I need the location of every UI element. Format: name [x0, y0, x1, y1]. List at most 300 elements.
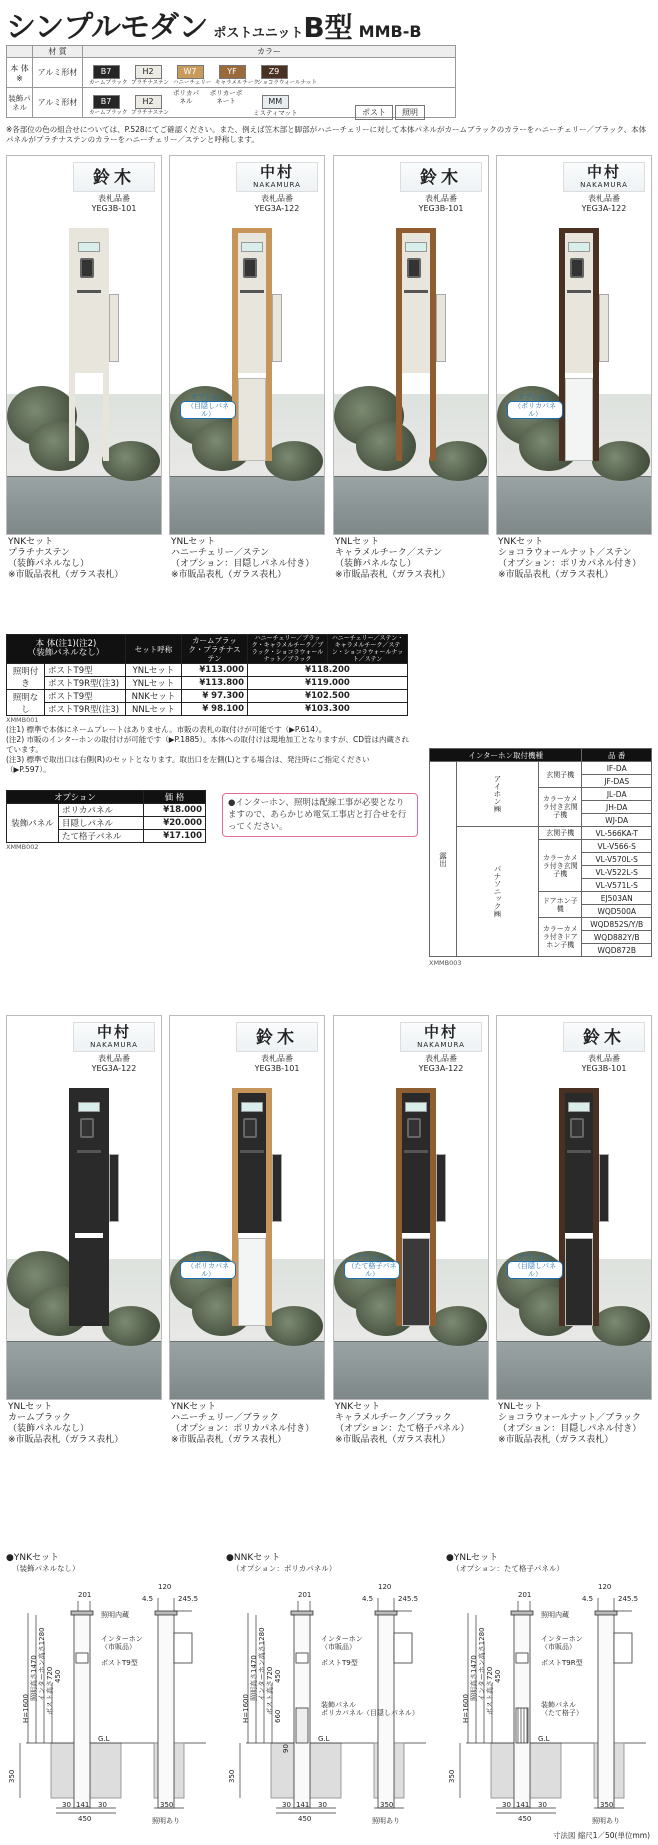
product-caption: [171, 1402, 333, 1446]
product-card: [333, 1015, 489, 1400]
intercom-maker: [457, 762, 539, 827]
product-card: [6, 155, 162, 535]
product-caption: [8, 537, 170, 581]
nameplate-code-value: YEG3B-101: [91, 204, 137, 213]
price-set: YNLセット: [126, 677, 182, 690]
price-group: 照明なし: [7, 690, 45, 716]
dim-h1280: インターホン高さ1280: [258, 1627, 266, 1701]
swatch-panel-h2: [131, 89, 169, 117]
nameplate-code-value: YEG3B-101: [418, 204, 464, 213]
swatch-name: プラチナステン: [131, 109, 169, 116]
panel-label: 装飾パネル: [541, 1701, 576, 1709]
mailbox-side: [272, 294, 282, 362]
dim-b141: 141: [516, 1801, 530, 1809]
intercom-category: カラーカメラ付き玄関子機: [539, 788, 582, 827]
caption-line: （オプション：ポリカパネル付き）: [498, 559, 642, 569]
product-card: [496, 155, 652, 535]
intercom-label: インターホン: [541, 1635, 583, 1643]
body-label: 本 体: [10, 63, 29, 73]
dim-201: 201: [518, 1591, 532, 1599]
price-ref: XMMB001: [6, 716, 39, 724]
post-unit: [396, 1088, 436, 1326]
dim-2455: 245.5: [398, 1595, 419, 1603]
nameplate-name: 鈴木: [256, 1028, 298, 1048]
caption-line: ショコラウォールナット／ステン: [498, 548, 632, 558]
post-nameplate: [405, 1102, 427, 1112]
dim-h1600: H=1600: [462, 1694, 470, 1723]
nameplate-code-value: YEG3A-122: [91, 1064, 137, 1073]
caption-line: （オプション：目隠しパネル付き）: [171, 559, 315, 569]
post-nameplate: [78, 242, 100, 252]
price-p2: ¥102.500: [248, 690, 408, 703]
intercom-mount: 露出: [430, 762, 457, 957]
caption-line: YNLセット: [498, 1402, 543, 1412]
panel-label: 装飾パネル: [321, 1701, 356, 1709]
lower-panel: [402, 378, 430, 461]
post-unit: [232, 228, 272, 461]
price-item: ポストT9型: [45, 690, 126, 703]
mail-slot: [77, 290, 101, 293]
dim-h1600: H=1600: [242, 1694, 250, 1723]
intercom-category: 玄関子機: [539, 762, 582, 788]
stone-wall: [7, 1341, 161, 1399]
post-nameplate: [241, 242, 263, 252]
caption-line: ※市販品表札（ガラス表札）: [171, 1435, 287, 1445]
product-card: [6, 1015, 162, 1400]
price-item: ポストT9R型(注3): [45, 677, 126, 690]
option-name: （目隠しパネル）: [180, 401, 236, 419]
poly-label: ポリカパネル: [173, 88, 199, 105]
panel-sub-label: （たて格子）: [541, 1709, 583, 1717]
caption-line: （オプション：たて格子パネル）: [335, 1424, 470, 1434]
dim-b141: 141: [296, 1801, 310, 1809]
shrub: [102, 441, 160, 481]
post-nameplate: [405, 242, 427, 252]
caption-line: ※市販品表札（ガラス表札）: [8, 1435, 124, 1445]
caption-line: YNLセット: [8, 1402, 53, 1412]
intercom-row: [430, 827, 652, 840]
swatch-name: ショコラウォールナット: [257, 79, 317, 86]
mail-slot: [404, 290, 428, 293]
dim-h660: 660: [274, 1709, 282, 1723]
option-callout: [180, 393, 236, 419]
drawing-title: [226, 1553, 336, 1573]
dim-gl: G.L: [538, 1735, 550, 1743]
panel-color-list: [89, 89, 169, 117]
swatch-code: H2: [135, 95, 162, 109]
option-price-header: 価 格: [144, 791, 206, 804]
swatch-name: ハニーチェリー: [173, 79, 212, 86]
option-row: [7, 804, 206, 817]
caption-line: ハニーチェリー／ブラック: [171, 1413, 279, 1423]
post-unit: [396, 228, 436, 461]
body-color-list: [89, 59, 455, 87]
tag-post: ポスト: [355, 105, 393, 120]
nameplate-latin: NAKAMURA: [253, 181, 301, 189]
option-label: オプション: [354, 1253, 390, 1261]
intercom-model: WQD882Y/B: [582, 931, 652, 944]
intercom-model: WQD852S/Y/B: [582, 918, 652, 931]
lower-panel: [402, 1238, 430, 1326]
body-material: アルミ形材: [33, 58, 83, 88]
caption-line: ※市販品表札（ガラス表札）: [171, 570, 287, 580]
price-header-set: セット呼称: [126, 635, 182, 664]
nameplate-code: [236, 194, 318, 214]
dim-b141: 141: [76, 1801, 90, 1809]
swatch-code: B7: [93, 95, 120, 109]
mailbox-side: [599, 294, 609, 362]
mailbox-side: [272, 1154, 282, 1222]
post-body: [75, 233, 103, 373]
nameplate: [563, 1022, 645, 1052]
post-label: ポストT9R型: [541, 1659, 583, 1667]
product-caption: [335, 1402, 497, 1446]
intercom-unit: [407, 258, 421, 278]
swatch-panel-b7: [89, 89, 128, 117]
price-p2: ¥103.300: [248, 703, 408, 716]
post-body: [238, 1093, 266, 1233]
post-body: [75, 1093, 103, 1233]
dim-120: 120: [158, 1583, 172, 1591]
dim-h450: 450: [494, 1669, 502, 1683]
lower-panel: [238, 378, 266, 461]
intercom-model: WQD500A: [582, 905, 652, 918]
maker-name: パナソニック: [493, 865, 502, 911]
dim-h90: 90: [282, 1744, 290, 1753]
nameplate-code: [73, 194, 155, 214]
nameplate-code-label: 表札品番: [425, 1054, 457, 1063]
intercom-maker: [457, 827, 539, 957]
nameplate-code-value: YEG3A-122: [418, 1064, 464, 1073]
dim-201: 201: [78, 1591, 92, 1599]
option-group: 装飾パネル: [7, 804, 59, 843]
dim-201: 201: [298, 1591, 312, 1599]
dim-45: 4.5: [362, 1595, 374, 1603]
option-label: オプション: [190, 393, 226, 401]
swatch-code: B7: [93, 65, 120, 79]
intercom-sub-label: （市販品）: [101, 1643, 136, 1651]
product-caption: [171, 537, 333, 581]
option-price: ¥20.000: [144, 817, 206, 830]
price-p2: ¥119.000: [248, 677, 408, 690]
intercom-unit: [243, 1118, 257, 1138]
dim-h1280: インターホン高さ1280: [38, 1627, 46, 1701]
intercom-model: WQD872B: [582, 944, 652, 957]
option-name: （目隠しパネル）: [507, 1261, 563, 1279]
caption-line: ※市販品表札（ガラス表札）: [335, 570, 451, 580]
caption-line: プラチナステン: [8, 548, 71, 558]
intercom-sub-label: （市販品）: [541, 1643, 576, 1651]
shrub: [592, 441, 650, 481]
dim-h720: ポスト高さ720: [486, 1666, 494, 1715]
drawing-set: ●YNKセット: [6, 1553, 59, 1563]
price-p1: ¥ 97.300: [182, 690, 248, 703]
option-item: 目隠しパネル: [59, 817, 144, 830]
maker-suffix: ㈱: [493, 805, 502, 813]
intercom-unit: [243, 258, 257, 278]
intercom-category: カラーカメラ付き玄関子機: [539, 840, 582, 892]
intercom-header: インターホン取付機種: [430, 749, 582, 762]
dim-2455: 245.5: [618, 1595, 639, 1603]
swatch-body-z9: [257, 59, 317, 87]
dim-h450: 450: [54, 1669, 62, 1683]
price-header-body: 本 体(注1)(注2): [35, 639, 97, 649]
swatch-code: H2: [135, 65, 162, 79]
option-callout: [507, 1253, 563, 1279]
price-p1: ¥113.000: [182, 664, 248, 677]
nameplate-code: [236, 1054, 318, 1074]
price-set: NNKセット: [126, 690, 182, 703]
intercom-unit: [407, 1118, 421, 1138]
post-unit: [69, 228, 109, 461]
swatch-body-h2: [131, 59, 169, 87]
intercom-unit: [80, 258, 94, 278]
mail-slot: [404, 1150, 428, 1153]
dim-h720: ポスト高さ720: [46, 1666, 54, 1715]
post-unit: [559, 228, 599, 461]
drawing-set: ●YNLセット: [446, 1553, 499, 1563]
mailbox-side: [436, 1154, 446, 1222]
nameplate-code-label: 表札品番: [261, 194, 293, 203]
dim-b30a: 30: [502, 1801, 511, 1809]
caption-line: カームブラック: [8, 1413, 71, 1423]
caption-line: YNKセット: [335, 1402, 381, 1412]
tag-light: 照明: [395, 105, 425, 120]
dim-h1470: 照明高さ1470: [470, 1655, 478, 1701]
swatch-body-yf: [215, 59, 259, 87]
type-name: B型: [303, 11, 353, 44]
dim-gl: G.L: [98, 1735, 110, 1743]
caption-line: ※市販品表札（ガラス表札）: [498, 1435, 614, 1445]
intercom-unit: [80, 1118, 94, 1138]
dim-45: 4.5: [582, 1595, 594, 1603]
shrub: [265, 1306, 323, 1346]
product-card: [169, 155, 325, 535]
option-name: （たて格子パネル）: [344, 1261, 400, 1279]
dim-h1600: H=1600: [22, 1694, 30, 1723]
caption-line: ※市販品表札（ガラス表札）: [498, 570, 614, 580]
stone-wall: [497, 476, 651, 534]
nameplate-code: [563, 1054, 645, 1074]
dim-h1470: 照明高さ1470: [250, 1655, 258, 1701]
mail-slot: [567, 1150, 591, 1153]
stone-wall: [334, 476, 488, 534]
swatch-name: プラチナステン: [131, 79, 169, 86]
option-header: オプション: [7, 791, 144, 804]
mailbox-side: [436, 294, 446, 362]
caption-line: （装飾パネルなし）: [335, 559, 417, 569]
product-card: [333, 155, 489, 535]
intercom-label: インターホン: [321, 1635, 363, 1643]
intercom-table: [429, 748, 652, 967]
price-p1: ¥ 98.100: [182, 703, 248, 716]
product-caption: [498, 1402, 658, 1446]
caption-line: YNKセット: [171, 1402, 217, 1412]
dim-h350: 350: [448, 1769, 456, 1783]
drawing-title: [6, 1553, 80, 1573]
intercom-model: JF-DAS: [582, 775, 652, 788]
nameplate-code-label: 表札品番: [98, 1054, 130, 1063]
price-row: [7, 690, 408, 703]
panel-sub-label: ポリカパネル（目隠しパネル）: [321, 1709, 419, 1717]
nameplate-code-label: 表札品番: [588, 194, 620, 203]
wiring-warning: ●インターホン、照明は配線工事が必要となりますので、あらかじめ電気工事店と打合せを行ってください。: [222, 793, 418, 837]
drawing-sub: （装飾パネルなし）: [12, 1564, 80, 1573]
product-code: MMB-B: [358, 22, 422, 41]
dim-b30a: 30: [62, 1801, 71, 1809]
product-caption: [8, 1402, 170, 1446]
dim-120: 120: [598, 1583, 612, 1591]
nameplate-code-label: 表札品番: [588, 1054, 620, 1063]
dim-b450: 450: [298, 1815, 312, 1823]
dim-h720: ポスト高さ720: [266, 1666, 274, 1715]
caption-line: （オプション：ポリカパネル付き）: [171, 1424, 315, 1434]
intercom-model: WJ-DA: [582, 814, 652, 827]
shrub: [429, 1306, 487, 1346]
nameplate-code-value: YEG3A-122: [254, 204, 300, 213]
caption-line: ※市販品表札（ガラス表札）: [8, 570, 124, 580]
price-row: [7, 664, 408, 677]
post-nameplate: [568, 1102, 590, 1112]
stone-wall: [7, 476, 161, 534]
swatch-mm: [253, 89, 298, 117]
panel-label: 装飾パネル: [7, 88, 33, 118]
product-card: [169, 1015, 325, 1400]
intercom-model: VL-V570L-S: [582, 853, 652, 866]
shrub: [429, 441, 487, 481]
dim-b450: 450: [518, 1815, 532, 1823]
intercom-category: ドアホン子機: [539, 892, 582, 918]
post-label: ポストT9型: [101, 1659, 138, 1667]
dim-h1280: インターホン高さ1280: [478, 1627, 486, 1701]
dim-45: 4.5: [142, 1595, 154, 1603]
post-body: [565, 233, 593, 373]
nameplate-latin: NAKAMURA: [417, 1041, 465, 1049]
intercom-model: JL-DA: [582, 788, 652, 801]
swatch-code: YF: [219, 65, 246, 79]
option-label: オプション: [517, 393, 553, 401]
nameplate-code: [400, 1054, 482, 1074]
mail-slot: [567, 290, 591, 293]
option-item: ポリカパネル: [59, 804, 144, 817]
caption-line: （装飾パネルなし）: [8, 559, 90, 569]
swatch-mm-code: MM: [262, 95, 289, 109]
stone-wall: [334, 1341, 488, 1399]
dim-light: 照明あり: [592, 1817, 620, 1825]
intercom-unit: [570, 1118, 584, 1138]
lower-panel: [565, 1238, 593, 1326]
swatch-code: Z9: [261, 65, 288, 79]
dim-light: 照明あり: [372, 1817, 400, 1825]
caption-line: YNLセット: [171, 537, 216, 547]
post-unit: [69, 1088, 109, 1326]
dim-light: 照明あり: [152, 1817, 180, 1825]
post-nameplate: [78, 1102, 100, 1112]
caption-line: YNLセット: [335, 537, 380, 547]
lower-panel: [565, 378, 593, 461]
lower-panel: [75, 378, 103, 461]
nameplate: [563, 162, 645, 192]
option-label: オプション: [517, 1253, 553, 1261]
option-ref: XMMB002: [6, 843, 39, 851]
material-header: 材 質: [33, 46, 83, 58]
price-set: NNLセット: [126, 703, 182, 716]
swatch-name: カームブラック: [89, 109, 128, 116]
polybo-label: ポリカーボネート: [209, 88, 243, 105]
swatch-name: カームブラック: [89, 79, 128, 86]
post-nameplate: [568, 242, 590, 252]
post-unit: [232, 1088, 272, 1326]
dim-h350: 350: [8, 1769, 16, 1783]
mail-slot: [77, 1150, 101, 1153]
dim-h350: 350: [228, 1769, 236, 1783]
post-label: ポストT9型: [321, 1659, 358, 1667]
post-body: [402, 1093, 430, 1233]
footer-scale: 寸法図 縮尺1／50(単位mm): [552, 1831, 650, 1840]
post-body: [238, 233, 266, 373]
nameplate: [400, 162, 482, 192]
mailbox-side: [109, 294, 119, 362]
spec-tags: [355, 105, 425, 120]
mail-slot: [240, 1150, 264, 1153]
drawing-set: ●NNKセット: [226, 1553, 281, 1563]
dim-b30b: 30: [98, 1801, 107, 1809]
nameplate-code-value: YEG3A-122: [581, 204, 627, 213]
lower-panel: [238, 1238, 266, 1326]
post-nameplate: [241, 1102, 263, 1112]
nameplate: [73, 162, 155, 192]
caption-line: ショコラウォールナット／ブラック: [498, 1413, 641, 1423]
nameplate-code-label: 表札品番: [261, 1054, 293, 1063]
option-price: ¥17.100: [144, 830, 206, 843]
stone-wall: [170, 1341, 324, 1399]
mailbox-side: [599, 1154, 609, 1222]
dim-b450: 450: [78, 1815, 92, 1823]
stone-wall: [170, 476, 324, 534]
product-card: [496, 1015, 652, 1400]
nameplate-code: [73, 1054, 155, 1074]
note-line: (注2) 市販のインターホンの取付けが可能です（▶P.1885）。本体への取付けは現地加工となりますが、CD管は内蔵されています。: [6, 735, 410, 754]
option-label: オプション: [190, 1253, 226, 1261]
price-p2: ¥118.200: [248, 664, 408, 677]
price-header-c3: ハニーチェリー／ステン・キャラメルチーク／ステン・ショコラウォールナット／ステン: [328, 635, 408, 664]
swatch-name: キャラメルチーク: [215, 79, 259, 86]
dim-b350: 350: [160, 1801, 174, 1809]
caption-line: キャラメルチーク／ステン: [335, 548, 443, 558]
lamp-label: 照明内蔵: [101, 1611, 129, 1619]
intercom-unit: [570, 258, 584, 278]
intercom-category: 玄関子機: [539, 827, 582, 840]
product-caption: [498, 537, 658, 581]
caption-line: ハニーチェリー／ステン: [171, 548, 270, 558]
dim-b30a: 30: [282, 1801, 291, 1809]
series-name: シンプルモダン: [6, 10, 208, 45]
price-item: ポストT9型: [45, 664, 126, 677]
dim-gl: G.L: [318, 1735, 330, 1743]
caption-line: YNKセット: [498, 537, 544, 547]
maker-suffix: ㈱: [493, 910, 502, 918]
dim-2455: 245.5: [178, 1595, 199, 1603]
drawing-sub: （オプション：ポリカパネル）: [232, 1564, 337, 1573]
lamp-label: 照明内蔵: [541, 1611, 569, 1619]
nameplate-name: 中村: [96, 1023, 131, 1041]
price-group: 照明付き: [7, 664, 45, 690]
swatch-code: W7: [177, 65, 204, 79]
swatch-mm-name: ミスティマット: [253, 108, 298, 117]
price-header-c1: カームブラック・プラチナステン: [182, 635, 248, 664]
price-row: [7, 703, 408, 716]
nameplate-name: 鈴木: [420, 168, 462, 188]
